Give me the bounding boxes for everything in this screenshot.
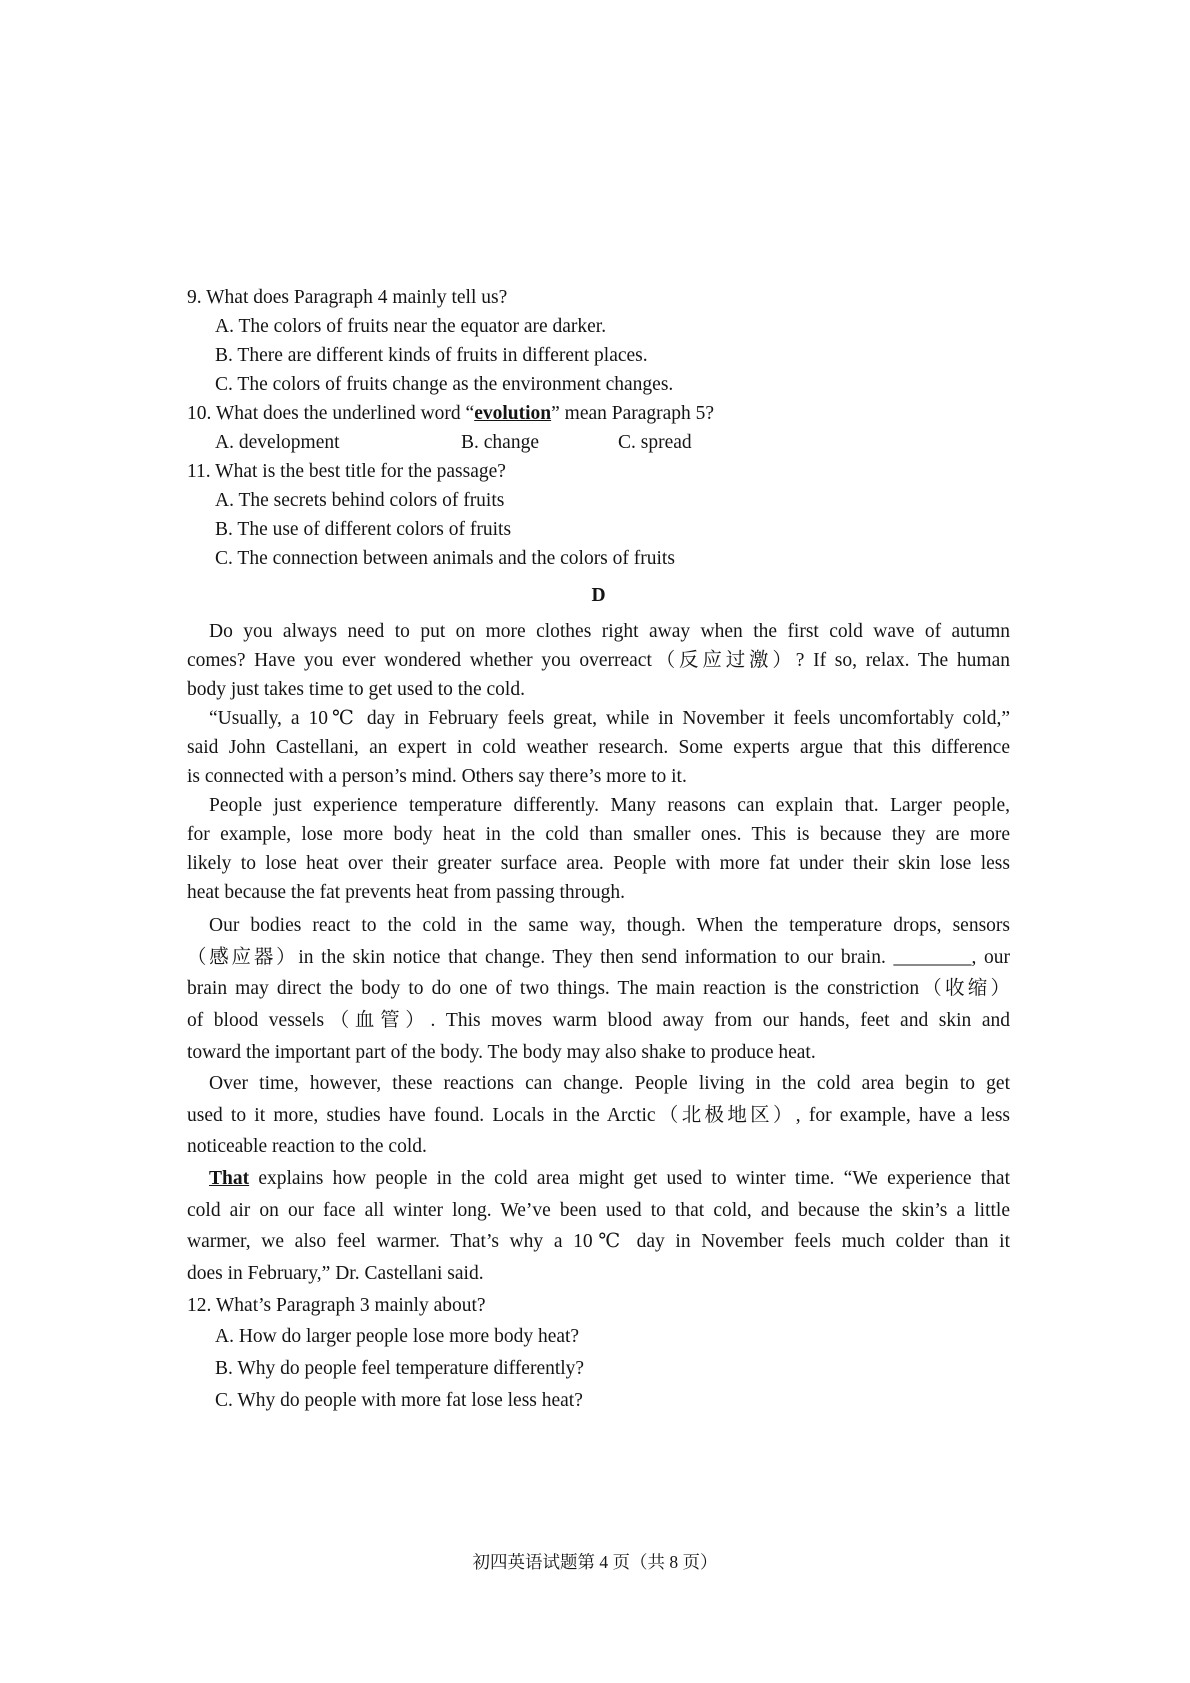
passage-d-p5-line1: Over time, however, these reactions can change. People living in the cold area begin to get (209, 1073, 1010, 1094)
passage-d-p3-line4: heat because the fat prevents heat from passing through. (187, 882, 626, 903)
passage-d-p4-line4: of blood vessels（血管）. This moves warm blood away from our hands, feet and skin and (187, 1010, 1010, 1031)
question-12-option-a: A. How do larger people lose more body heat? (215, 1326, 580, 1347)
question-9-option-a: A. The colors of fruits near the equator are darker. (215, 316, 607, 337)
question-10-option-b: B. change (461, 432, 539, 453)
passage-d-p6-line2: cold air on our face all winter long. We’ve been used to that cold, and because the skin’s a little (187, 1200, 1010, 1221)
question-10-stem-pre: 10. What does the underlined word “ (187, 403, 475, 424)
passage-d-p6-line4: does in February,” Dr. Castellani said. (187, 1263, 484, 1284)
question-9-stem: 9. What does Paragraph 4 mainly tell us? (187, 287, 508, 308)
passage-d-p4-line2: （感应器）in the skin notice that change. They then send information to our brain. ________, our (187, 947, 1010, 968)
question-10-stem (187, 401, 714, 427)
passage-d-p2-line2: said John Castellani, an expert in cold weather research. Some experts argue that this difference (187, 737, 1010, 758)
passage-d-p4-line3: brain may direct the body to do one of two things. The main reaction is the constriction（收缩） (187, 978, 1010, 999)
question-12-stem: 12. What’s Paragraph 3 mainly about? (187, 1295, 486, 1316)
passage-d-p1-line3: body just takes time to get used to the cold. (187, 679, 525, 700)
question-11-option-c: C. The connection between animals and the colors of fruits (215, 548, 675, 569)
section-heading-d: D (591, 585, 606, 606)
passage-d-p3-line1: People just experience temperature differently. Many reasons can explain that. Larger people, (209, 795, 1010, 816)
page-footer: 初四英语试题第 4 页（共 8 页） (472, 1552, 718, 1572)
question-9-option-c: C. The colors of fruits change as the environment changes. (215, 374, 674, 395)
question-11-stem: 11. What is the best title for the passage? (187, 461, 506, 482)
question-9-option-b: B. There are different kinds of fruits in different places. (215, 345, 648, 366)
passage-d-p5-line3: noticeable reaction to the cold. (187, 1136, 427, 1157)
passage-d-p1-line1: Do you always need to put on more clothes right away when the first cold wave of autumn (209, 621, 1010, 642)
passage-d-p4-line5: toward the important part of the body. The body may also shake to produce heat. (187, 1042, 816, 1063)
passage-d-p2-line3: is connected with a person’s mind. Others say there’s more to it. (187, 766, 687, 787)
question-10-option-a: A. development (215, 432, 340, 453)
passage-d-p2-line1: “Usually, a 10℃ day in February feels great, while in November it feels uncomfortably cold,” (209, 708, 1010, 729)
question-12-option-c: C. Why do people with more fat lose less heat? (215, 1390, 583, 1411)
passage-d-p1-line2: comes? Have you ever wondered whether you overreact（反应过激）? If so, relax. The human (187, 650, 1010, 671)
passage-d-p3-line2: for example, lose more body heat in the cold than smaller ones. This is because they are more (187, 824, 1010, 845)
passage-d-p5-line2: used to it more, studies have found. Locals in the Arctic（北极地区）, for example, have a less (187, 1105, 1010, 1126)
underlined-word-evolution: evolution (474, 403, 552, 424)
passage-d-p3-line3: likely to lose heat over their greater surface area. People with more fat under their skin lose less (187, 853, 1010, 874)
question-10-stem-post: ” mean Paragraph 5? (551, 403, 715, 424)
question-12-option-b: B. Why do people feel temperature differently? (215, 1358, 585, 1379)
passage-d-p6-line1 (187, 1166, 1010, 1192)
passage-d-p4-line1: Our bodies react to the cold in the same way, though. When the temperature drops, sensors (209, 915, 1010, 936)
question-11-option-a: A. The secrets behind colors of fruits (215, 490, 505, 511)
passage-d-p6-line1-rest: explains how people in the cold area might get used to winter time. “We experience that (249, 1168, 1010, 1189)
question-10-option-c: C. spread (618, 432, 692, 453)
underlined-word-that: That (209, 1168, 250, 1189)
passage-d-p6-line3: warmer, we also feel warmer. That’s why a 10℃ day in November feels much colder than it (187, 1231, 1010, 1252)
question-11-option-b: B. The use of different colors of fruits (215, 519, 512, 540)
